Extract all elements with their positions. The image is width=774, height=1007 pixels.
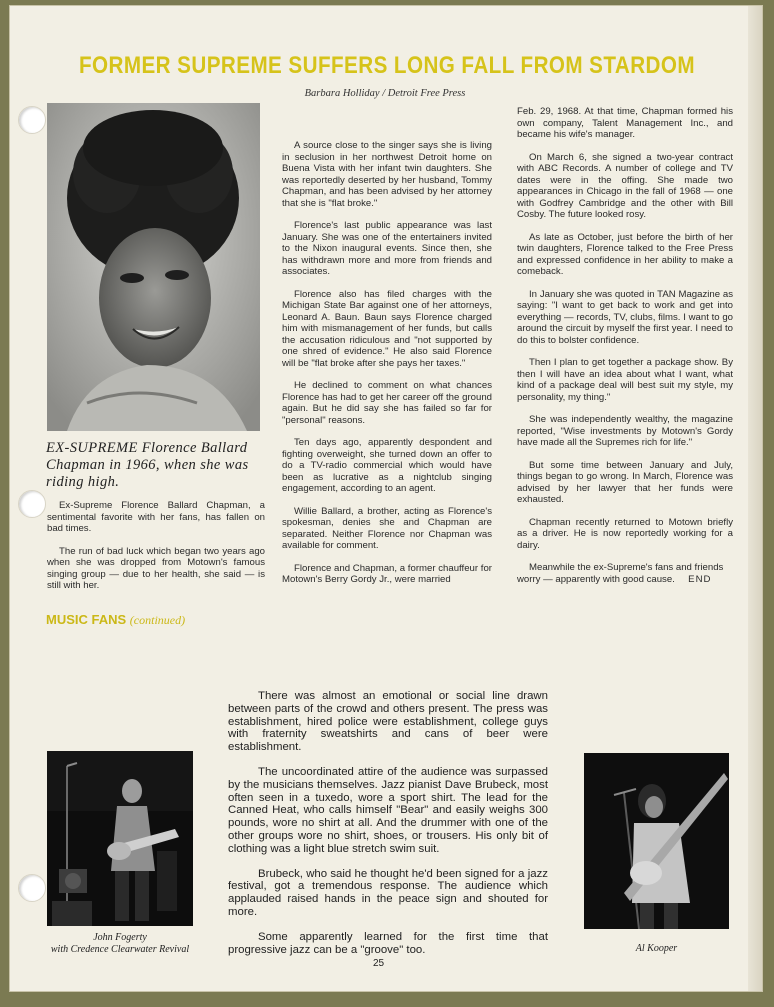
final-text: Meanwhile the ex-Supreme's fans and friends worry — apparently with good cause. [517, 562, 724, 585]
paragraph: Ten days ago, apparently despondent and fighting overweight, she turned down an offer to do a TV-radio commercial which would have been as lucrative as a nightclub singing engagement, according to an agent. [282, 437, 492, 494]
paragraph: Florence and Chapman, a former chauffeur for Motown's Berry Gordy Jr., were married [282, 562, 492, 585]
florence-ballard-photo [47, 103, 260, 431]
paragraph: Florence also has filed charges with the Michigan State Bar against one of her attorneys, Leonard A. Baun. Baun says Florence charged him with mismanagement of her funds, but calls the accusation ridiculous and "not supported by one shred of evidence." He also said Florence will be "flat broke after she pays her taxes." [282, 288, 492, 369]
paragraph: He declined to comment on what chances Florence has had to get her career off the ground again. But he did say she has failed so far for "personal" reasons. [282, 380, 492, 426]
paragraph: Feb. 29, 1968. At that time, Chapman formed his own company, Talent Management Inc., and became his wife's manager. [517, 106, 733, 140]
binder-hole [18, 490, 46, 518]
music-fans-article [228, 690, 548, 968]
paragraph: A source close to the singer says she is living in seclusion in her northwest Detroit home on Buena Vista with her infant twin daughters. She was reportedly deserted by her husband, Tommy Chapman, and has been advised by her attorney that she is "flat broke." [282, 140, 492, 209]
article-column-1 [47, 500, 265, 603]
paragraph: Ex-Supreme Florence Ballard Chapman, a sentimental favorite with her fans, has fallen on bad times. [47, 500, 265, 534]
photo-caption: EX-SUPREME Florence Ballard Chapman in 1966, when she was riding high. [46, 440, 249, 490]
kooper-caption: Al Kooper [635, 943, 678, 954]
paragraph: But some time between January and July, things began to go wrong. In March, Florence was advised by her lawyer that her funds were exhausted. [517, 459, 733, 505]
page-number: 25 [373, 958, 385, 969]
music-fans-heading [46, 612, 185, 628]
paragraph: As late as October, just before the birth of her twin daughters, Florence talked to the Free Press and expressed confidence in her ability to make a comeback. [517, 231, 733, 277]
binder-hole [18, 874, 46, 902]
paragraph: Brubeck, who said he thought he'd been signed for a jazz festival, got a tremendous response. The audience which applauded raised hands in the peace sign and shouted for more. [228, 867, 548, 918]
john-fogerty-photo [47, 751, 193, 926]
al-kooper-photo [584, 753, 729, 929]
paragraph-final [517, 562, 733, 585]
binder-hole [18, 106, 46, 134]
paragraph: On March 6, she signed a two-year contract with ABC Records. A number of college and TV dates were in the offing. She made two appearances in Chicago in the fall of 1968 — one with Godfrey Cambridge and the other with Bill Cosby. The future looked rosy. [517, 151, 733, 220]
paragraph: The uncoordinated attire of the audience was surpassed by the musicians themselves. Jazz pianist Dave Brubeck, most often seen in a tuxedo, wore a sport shirt. The lead for the Canned Heat, who calls himself "Bear" and easily weighs 300 pounds, wore no shirt at all. And the drummer with one of the other groups wore no shirt, shoes, or trousers. His only bit of clothing was a light blue stretch swim suit. [228, 765, 548, 855]
paragraph: Some apparently learned for the first time that progressive jazz can be a "groove" too. [228, 930, 548, 956]
page-edge [748, 6, 762, 991]
byline: Barbara Holliday / Detroit Free Press [304, 88, 466, 99]
article-column-2 [282, 140, 492, 597]
music-fans-label: MUSIC FANS [46, 612, 127, 627]
fogerty-caption-line1: John Fogerty [93, 932, 147, 943]
paragraph: In January she was quoted in TAN Magazine as saying: "I want to get back to work and get into everything — records, TV, clubs, films. I want to go around the circuit by myself the first year. I need to do this to bolster confidence. [517, 288, 733, 346]
paragraph: Willie Ballard, a brother, acting as Florence's spokesman, denies she and Chapman are separated. Neither Florence nor Chapman was available for comment. [282, 505, 492, 551]
paragraph: There was almost an emotional or social line drawn between parts of the crowd and others present. The press was establishment, hired police were establishment, college guys with fraternity sweatshirts and cans of beer were establishment. [228, 690, 548, 754]
paragraph: Then I plan to get together a package show. By then I will have an idea about what I want, what kind of a package deal will best suit my style, my personality, my thing." [517, 357, 733, 403]
end-mark: END [688, 573, 712, 585]
paragraph: Chapman recently returned to Motown briefly as a driver. He is now reportedly working for a dairy. [517, 516, 733, 551]
fogerty-caption [40, 932, 200, 956]
fogerty-caption-line2: with Credence Clearwater Revival [50, 944, 190, 955]
paragraph: She was independently wealthy, the magazine reported, "Wise investments by Motown's Gordy have made all the Supremes rich for life." [517, 414, 733, 448]
paragraph: Florence's last public appearance was last January. She was one of the entertainers invited to the Nixon inaugural events. Since then, she has withdrawn more and more from friends and associates. [282, 220, 492, 277]
headline: FORMER SUPREME SUFFERS LONG FALL FROM STARDOM [78, 52, 696, 79]
article-column-3 [517, 106, 733, 596]
paragraph: The run of bad luck which began two years ago when she was dropped from Motown's famous singing group — due to her health, she said — is still with her. [47, 545, 265, 591]
continued-label: (continued) [129, 613, 186, 627]
